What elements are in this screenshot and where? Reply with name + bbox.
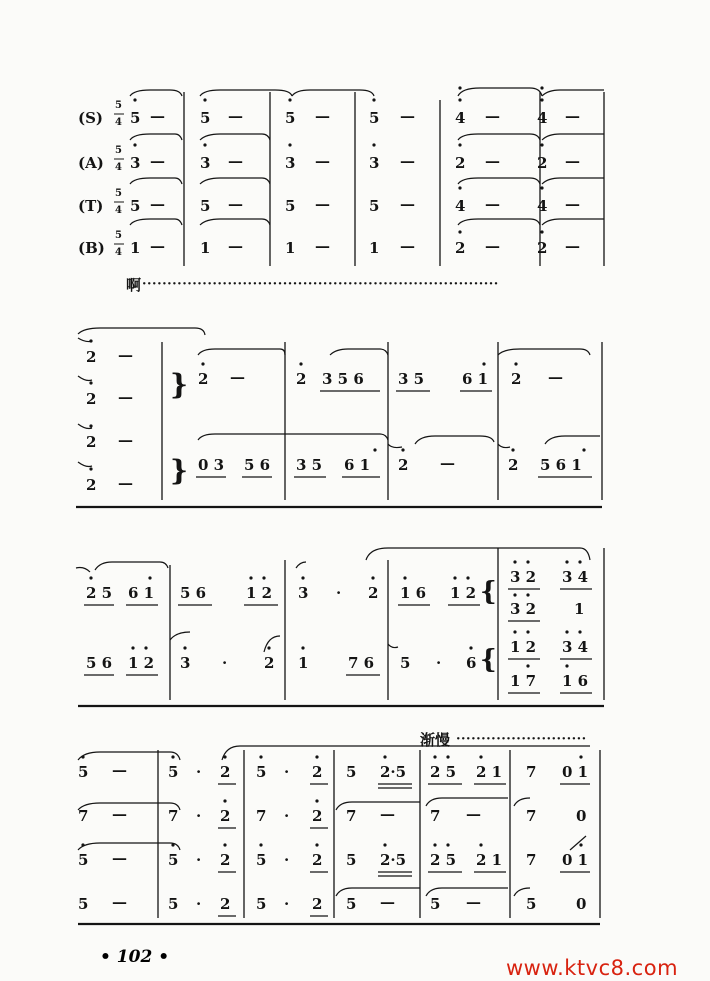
svg-text:—: — xyxy=(565,152,580,170)
svg-text:·: · xyxy=(196,851,202,869)
svg-text:5: 5 xyxy=(285,109,296,127)
svg-text:—: — xyxy=(112,761,127,779)
svg-text:—: — xyxy=(485,237,500,255)
svg-text:3: 3 xyxy=(130,154,141,172)
site-watermark: www.ktvc8.com xyxy=(506,956,679,980)
svg-text:5: 5 xyxy=(130,109,141,127)
svg-text:5 6 1: 5 6 1 xyxy=(540,456,582,474)
svg-text:5: 5 xyxy=(200,109,211,127)
svg-text:0: 0 xyxy=(576,807,587,825)
svg-text:5: 5 xyxy=(346,851,357,869)
svg-text:1: 1 xyxy=(130,239,141,257)
svg-text:3: 3 xyxy=(285,154,296,172)
svg-text:1 6: 1 6 xyxy=(562,672,589,690)
svg-text:2: 2 xyxy=(198,370,209,388)
svg-text:2: 2 xyxy=(86,476,97,494)
svg-text:1: 1 xyxy=(574,600,585,618)
system-4-row-1 xyxy=(78,761,588,781)
svg-text:—: — xyxy=(440,454,455,472)
svg-text:—: — xyxy=(315,152,330,170)
svg-text:2: 2 xyxy=(312,895,323,913)
svg-text:5: 5 xyxy=(200,197,211,215)
svg-text:2 5: 2 5 xyxy=(430,851,457,869)
svg-text:2·5: 2·5 xyxy=(380,851,407,869)
svg-text:7 6: 7 6 xyxy=(348,654,375,672)
svg-text:3 5: 3 5 xyxy=(296,456,323,474)
svg-text:3: 3 xyxy=(200,154,211,172)
svg-text:1 2: 1 2 xyxy=(128,654,155,672)
svg-text:2: 2 xyxy=(312,851,323,869)
svg-text:—: — xyxy=(228,237,243,255)
system-2 xyxy=(76,328,602,507)
svg-text:3: 3 xyxy=(180,654,191,672)
svg-text:3: 3 xyxy=(369,154,380,172)
svg-text:5: 5 xyxy=(130,197,141,215)
svg-text:2 5: 2 5 xyxy=(430,763,457,781)
svg-text:7: 7 xyxy=(526,807,537,825)
system-2-ties xyxy=(78,328,600,467)
svg-text:5: 5 xyxy=(285,197,296,215)
time-signatures xyxy=(114,100,124,258)
svg-text:5 6: 5 6 xyxy=(180,584,207,602)
svg-text:5: 5 xyxy=(526,895,537,913)
svg-text:—: — xyxy=(380,893,395,911)
svg-text:—: — xyxy=(118,431,133,449)
svg-text:·: · xyxy=(284,763,290,781)
svg-text:5: 5 xyxy=(369,197,380,215)
svg-text:·: · xyxy=(436,654,442,672)
svg-text:5: 5 xyxy=(168,895,179,913)
svg-text:2: 2 xyxy=(511,370,522,388)
system-3 xyxy=(76,548,604,706)
svg-text:5: 5 xyxy=(115,188,122,199)
svg-text:{: { xyxy=(480,645,497,675)
svg-text:·: · xyxy=(284,895,290,913)
system-2-upper-notes xyxy=(198,368,563,388)
svg-text:1: 1 xyxy=(298,654,309,672)
svg-text:—: — xyxy=(400,152,415,170)
svg-text:2·5: 2·5 xyxy=(380,763,407,781)
svg-text:—: — xyxy=(400,237,415,255)
svg-text:—: — xyxy=(112,893,127,911)
svg-text:·: · xyxy=(336,584,342,602)
lyric-continuation-dots: ······································································· xyxy=(142,277,499,292)
svg-text:2: 2 xyxy=(537,154,548,172)
svg-text:7: 7 xyxy=(78,807,89,825)
svg-text:—: — xyxy=(400,195,415,213)
svg-text:0 1: 0 1 xyxy=(562,851,589,869)
svg-text:2: 2 xyxy=(220,851,231,869)
svg-text:4: 4 xyxy=(455,197,466,215)
svg-text:0 3: 0 3 xyxy=(198,456,225,474)
svg-text:5: 5 xyxy=(115,100,122,111)
svg-text:·: · xyxy=(222,654,228,672)
svg-text:2: 2 xyxy=(368,584,379,602)
svg-text:7: 7 xyxy=(526,851,537,869)
svg-text:7: 7 xyxy=(346,807,357,825)
svg-text:—: — xyxy=(228,195,243,213)
svg-text:3: 3 xyxy=(298,584,309,602)
svg-text:2: 2 xyxy=(455,154,466,172)
svg-text:2: 2 xyxy=(455,239,466,257)
svg-text:3 5 6: 3 5 6 xyxy=(322,370,364,388)
svg-text:6 1: 6 1 xyxy=(128,584,155,602)
svg-text:2: 2 xyxy=(220,807,231,825)
tempo-marking: 渐慢 xyxy=(420,731,451,749)
svg-text:5: 5 xyxy=(346,895,357,913)
svg-text:1: 1 xyxy=(200,239,211,257)
svg-text:5 6: 5 6 xyxy=(86,654,113,672)
svg-text:2: 2 xyxy=(537,239,548,257)
svg-text:2: 2 xyxy=(508,456,519,474)
svg-text:5: 5 xyxy=(78,895,89,913)
part-label-tenor: (T) xyxy=(78,197,104,215)
svg-text:—: — xyxy=(400,107,415,125)
svg-text:2: 2 xyxy=(220,763,231,781)
svg-text:—: — xyxy=(485,195,500,213)
svg-text:6: 6 xyxy=(466,654,477,672)
svg-text:—: — xyxy=(466,805,481,823)
svg-text:—: — xyxy=(112,849,127,867)
svg-text:5: 5 xyxy=(346,763,357,781)
svg-text:6 1: 6 1 xyxy=(344,456,371,474)
system-2-barlines xyxy=(162,342,602,500)
svg-text:—: — xyxy=(150,195,165,213)
svg-text:2: 2 xyxy=(264,654,275,672)
svg-text:—: — xyxy=(118,346,133,364)
tempo-continuation-dots: ·························· xyxy=(456,732,587,747)
svg-text:—: — xyxy=(228,107,243,125)
system-2-left-notes xyxy=(86,346,133,494)
svg-text:—: — xyxy=(150,107,165,125)
page-number: • 102 • xyxy=(100,947,170,967)
svg-text:{: { xyxy=(480,577,497,607)
svg-text:4: 4 xyxy=(115,247,122,258)
svg-text:2: 2 xyxy=(398,456,409,474)
svg-text:·: · xyxy=(284,807,290,825)
svg-text:5: 5 xyxy=(256,895,267,913)
svg-text:—: — xyxy=(565,107,580,125)
svg-text:·: · xyxy=(196,807,202,825)
svg-text:2: 2 xyxy=(312,763,323,781)
svg-text:6 1: 6 1 xyxy=(462,370,489,388)
svg-text:1 2: 1 2 xyxy=(510,638,537,656)
svg-text:3 4: 3 4 xyxy=(562,568,589,586)
svg-text:1 2: 1 2 xyxy=(450,584,477,602)
svg-text:2 1: 2 1 xyxy=(476,763,503,781)
svg-text:·: · xyxy=(284,851,290,869)
part-label-bass: (B) xyxy=(78,239,105,257)
system-1 xyxy=(78,86,604,294)
svg-text:2: 2 xyxy=(86,390,97,408)
svg-text:4: 4 xyxy=(115,162,122,173)
svg-text:4: 4 xyxy=(537,109,548,127)
svg-text:—: — xyxy=(485,152,500,170)
system-1-octave-dots xyxy=(133,86,543,233)
svg-text:4: 4 xyxy=(455,109,466,127)
svg-text:3 5: 3 5 xyxy=(398,370,425,388)
svg-text:5 6: 5 6 xyxy=(244,456,271,474)
svg-text:—: — xyxy=(466,893,481,911)
svg-text:3 2: 3 2 xyxy=(510,568,537,586)
svg-text:—: — xyxy=(315,195,330,213)
part-label-soprano: (S) xyxy=(78,109,104,127)
svg-text:5: 5 xyxy=(168,851,179,869)
system-4 xyxy=(78,731,600,924)
system-3-lower-notes xyxy=(86,638,588,690)
svg-text:5: 5 xyxy=(115,145,122,156)
svg-text:2 1: 2 1 xyxy=(476,851,503,869)
svg-text:2: 2 xyxy=(86,348,97,366)
svg-text:1 2: 1 2 xyxy=(246,584,273,602)
part-label-alto: (A) xyxy=(78,154,104,172)
svg-text:4: 4 xyxy=(115,205,122,216)
svg-text:0: 0 xyxy=(576,895,587,913)
svg-text:1: 1 xyxy=(285,239,296,257)
svg-text:4: 4 xyxy=(115,117,122,128)
svg-text:7: 7 xyxy=(168,807,179,825)
svg-text:7: 7 xyxy=(526,763,537,781)
svg-text:5: 5 xyxy=(78,851,89,869)
svg-text:5: 5 xyxy=(115,230,122,241)
svg-text:·: · xyxy=(196,763,202,781)
svg-text:1 7: 1 7 xyxy=(510,672,537,690)
svg-text:2: 2 xyxy=(312,807,323,825)
system-2-lower-notes xyxy=(198,454,582,474)
svg-text:2: 2 xyxy=(296,370,307,388)
svg-text:—: — xyxy=(118,388,133,406)
svg-text:2 5: 2 5 xyxy=(86,584,113,602)
svg-text:1 6: 1 6 xyxy=(400,584,427,602)
svg-text:0 1: 0 1 xyxy=(562,763,589,781)
svg-text:—: — xyxy=(315,237,330,255)
svg-text:—: — xyxy=(380,805,395,823)
svg-text:3 4: 3 4 xyxy=(562,638,589,656)
brace-lower: } xyxy=(170,454,189,487)
svg-text:7: 7 xyxy=(430,807,441,825)
svg-text:2: 2 xyxy=(220,895,231,913)
brace-upper: } xyxy=(170,368,189,401)
svg-text:3 2: 3 2 xyxy=(510,600,537,618)
lyric-a: 啊 xyxy=(126,276,142,294)
svg-text:1: 1 xyxy=(369,239,380,257)
svg-text:4: 4 xyxy=(537,197,548,215)
svg-text:—: — xyxy=(485,107,500,125)
svg-text:5: 5 xyxy=(430,895,441,913)
svg-text:—: — xyxy=(150,152,165,170)
svg-text:—: — xyxy=(315,107,330,125)
svg-text:5: 5 xyxy=(168,763,179,781)
svg-text:—: — xyxy=(230,368,245,386)
svg-text:—: — xyxy=(565,195,580,213)
svg-text:·: · xyxy=(196,895,202,913)
svg-text:5: 5 xyxy=(369,109,380,127)
svg-text:5: 5 xyxy=(400,654,411,672)
system-4-row-3 xyxy=(78,849,588,869)
svg-text:—: — xyxy=(150,237,165,255)
system-3-upper-notes xyxy=(86,568,588,618)
svg-text:5: 5 xyxy=(256,851,267,869)
svg-text:—: — xyxy=(112,805,127,823)
svg-text:5: 5 xyxy=(256,763,267,781)
svg-text:—: — xyxy=(565,237,580,255)
svg-text:7: 7 xyxy=(256,807,267,825)
system-3-barlines xyxy=(170,548,604,700)
svg-text:—: — xyxy=(548,368,563,386)
svg-text:—: — xyxy=(228,152,243,170)
svg-text:5: 5 xyxy=(78,763,89,781)
svg-text:—: — xyxy=(118,474,133,492)
svg-text:2: 2 xyxy=(86,433,97,451)
